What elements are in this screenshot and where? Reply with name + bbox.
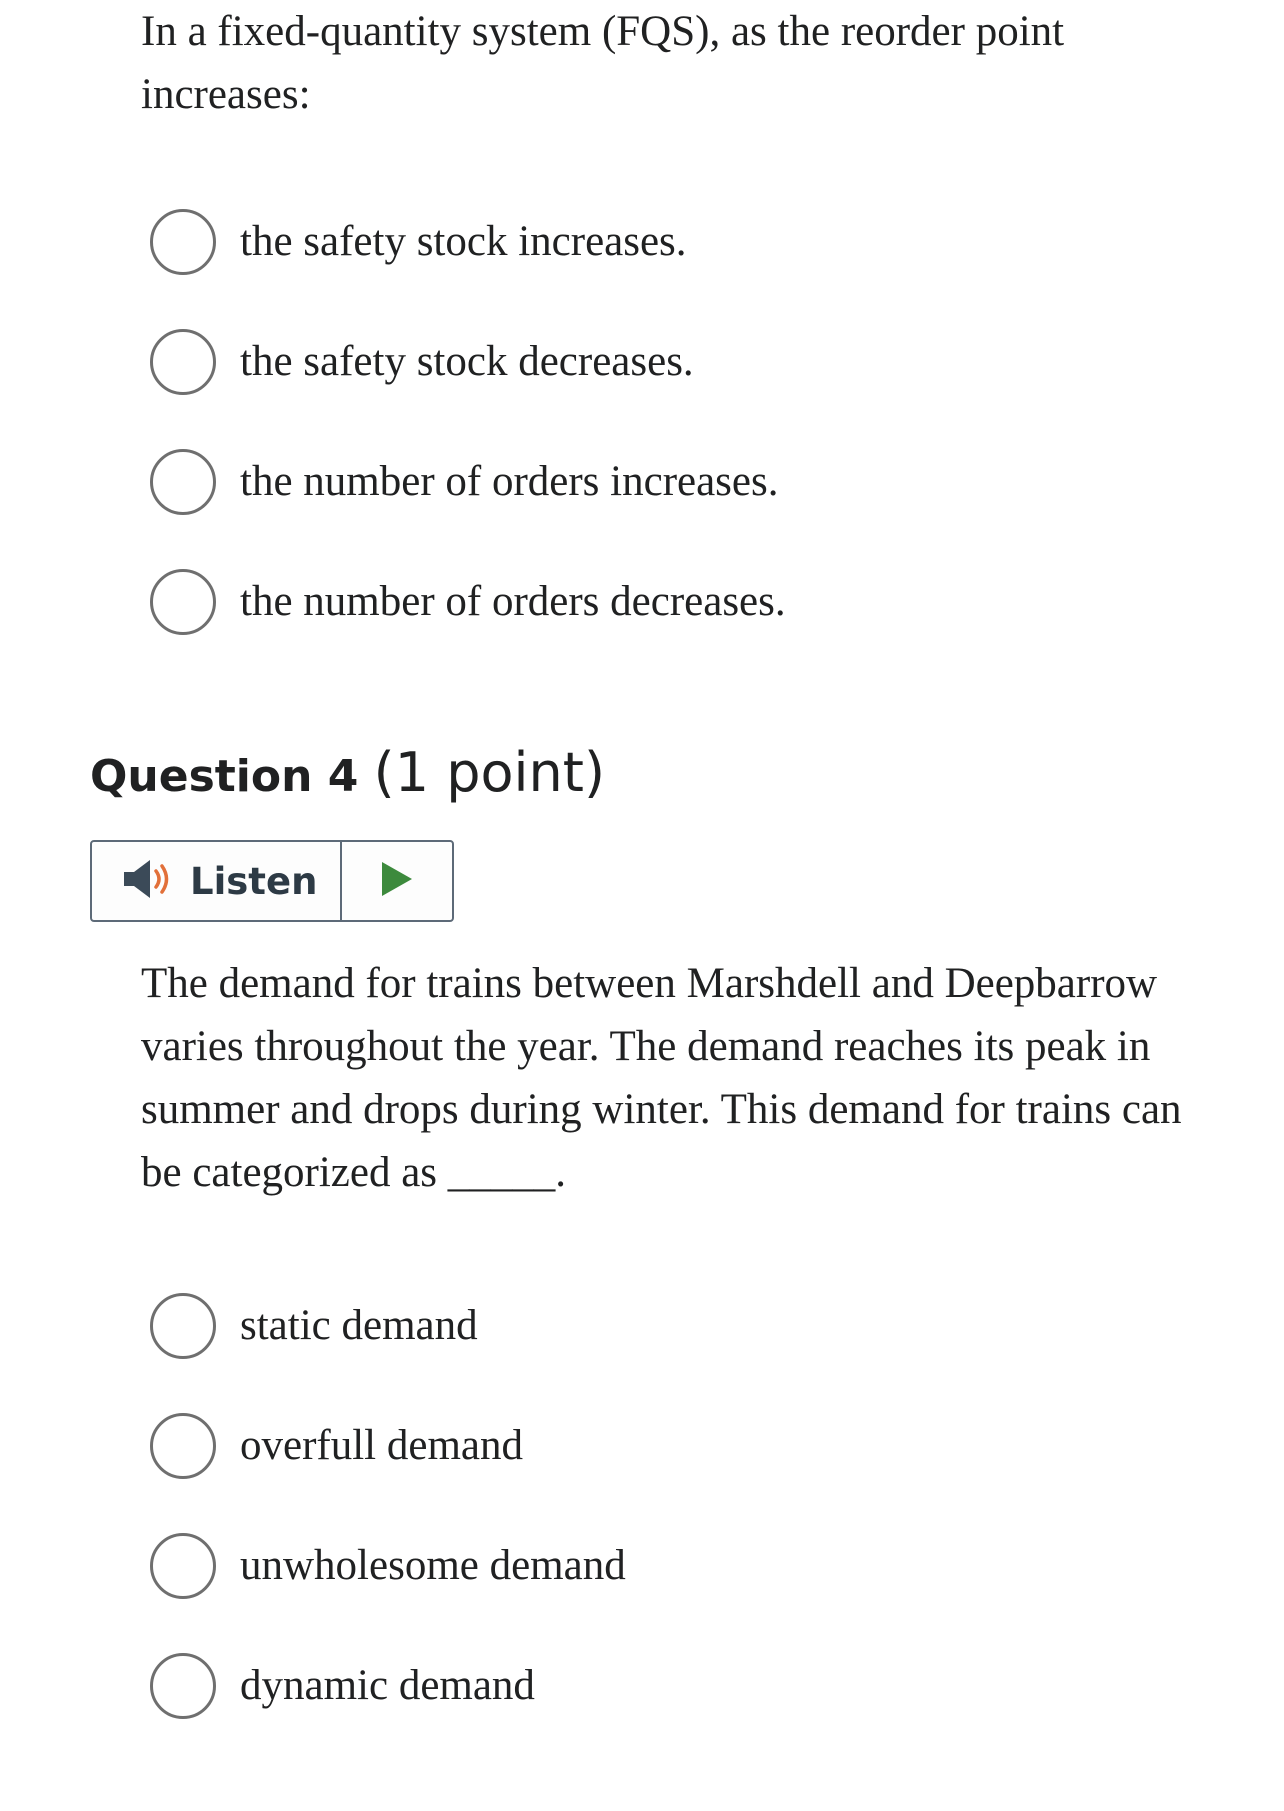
- question-4-heading: [90, 738, 605, 812]
- question-3-options: [150, 206, 786, 686]
- read-aloud-widget: [90, 840, 454, 922]
- radio-button[interactable]: [150, 329, 216, 395]
- option-label: dynamic demand: [240, 1662, 535, 1709]
- listen-label: Listen: [190, 859, 318, 903]
- option-label: the safety stock increases.: [240, 218, 687, 265]
- answer-option[interactable]: [150, 1530, 626, 1602]
- option-label: the number of orders decreases.: [240, 578, 786, 625]
- option-label: overfull demand: [240, 1422, 523, 1469]
- answer-option[interactable]: [150, 326, 786, 398]
- play-button[interactable]: [342, 842, 452, 920]
- radio-button[interactable]: [150, 209, 216, 275]
- play-icon: [379, 859, 415, 904]
- question-4-stem: The demand for trains between Marshdell and Deepbarrow varies throughout the year. The demand reaches its peak in summer and drops during winter. This demand for trains can be categorized as _____.: [141, 960, 1182, 1196]
- radio-button[interactable]: [150, 449, 216, 515]
- question-title: Question 4: [90, 751, 359, 802]
- radio-button[interactable]: [150, 569, 216, 635]
- speaker-icon: [122, 857, 176, 906]
- answer-option[interactable]: [150, 1650, 626, 1722]
- question-4-options: [150, 1290, 626, 1770]
- radio-button[interactable]: [150, 1653, 216, 1719]
- answer-option[interactable]: [150, 446, 786, 518]
- answer-option[interactable]: [150, 1290, 626, 1362]
- listen-button[interactable]: [92, 842, 342, 920]
- option-label: static demand: [240, 1302, 478, 1349]
- option-label: the safety stock decreases.: [240, 338, 694, 385]
- question-points: (1 point): [373, 741, 606, 804]
- answer-option[interactable]: [150, 206, 786, 278]
- question-3-stem: In a fixed-quantity system (FQS), as the reorder point increases:: [141, 8, 1065, 118]
- radio-button[interactable]: [150, 1413, 216, 1479]
- option-label: the number of orders increases.: [240, 458, 779, 505]
- radio-button[interactable]: [150, 1293, 216, 1359]
- answer-option[interactable]: [150, 1410, 626, 1482]
- option-label: unwholesome demand: [240, 1542, 626, 1589]
- answer-option[interactable]: [150, 566, 786, 638]
- radio-button[interactable]: [150, 1533, 216, 1599]
